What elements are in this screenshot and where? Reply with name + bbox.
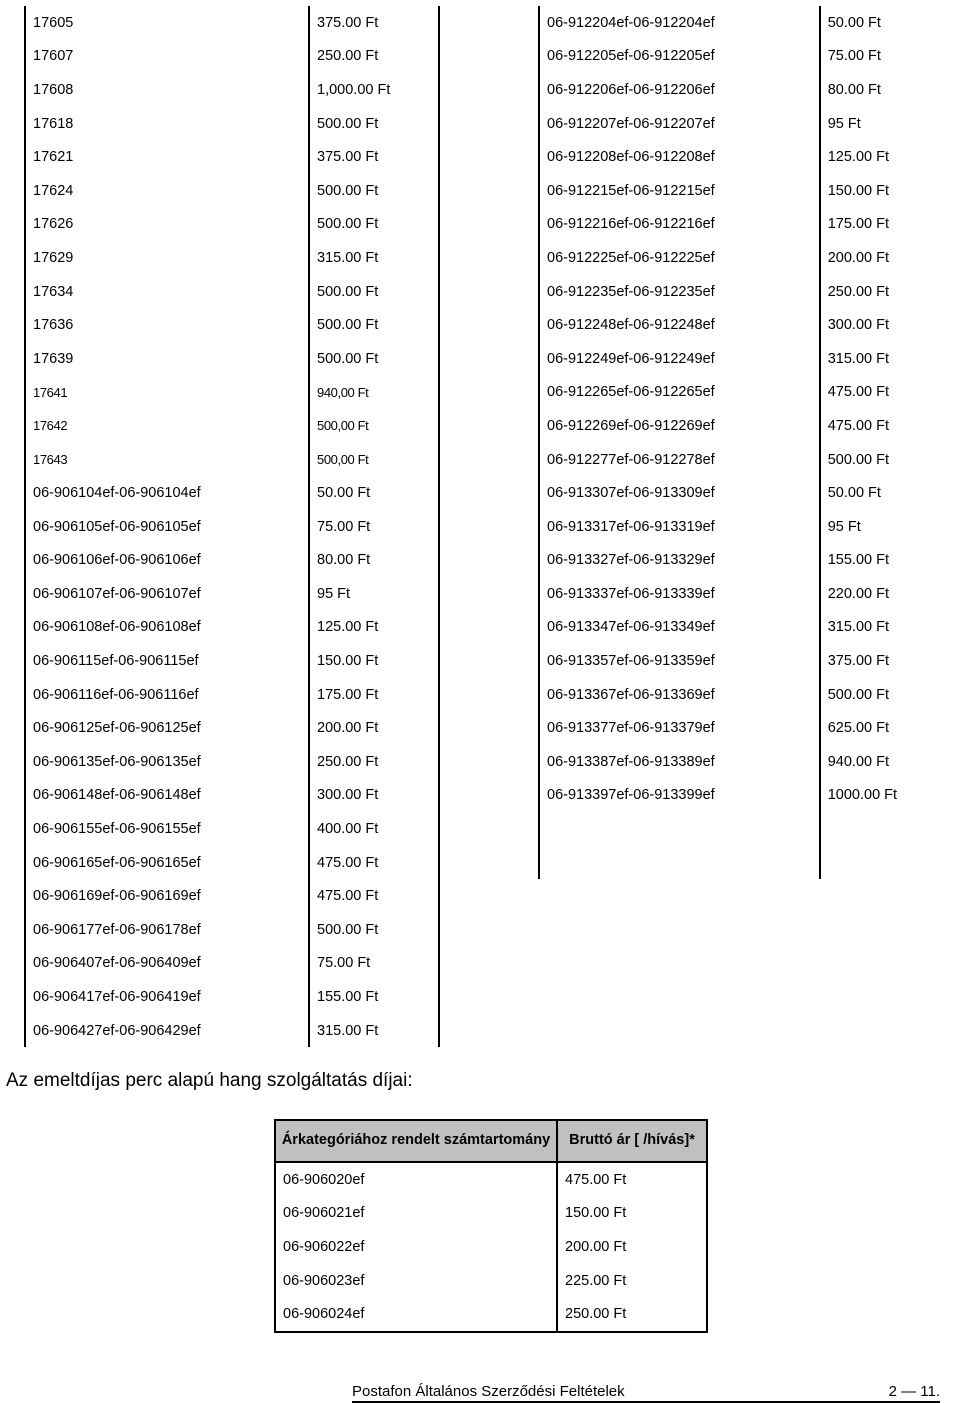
price-cell: 500.00 Ft [827,451,889,468]
price-cell: 50.00 Ft [309,476,439,510]
number-range-cell: 06-906427ef-06-906429ef [25,1014,309,1048]
left-table-row [25,275,439,309]
price-cell: 625.00 Ft [827,720,889,737]
number-range-cell: 17642 [25,409,309,443]
number-range-cell: 06-906165ef-06-906165ef [25,846,309,880]
price-table-row [275,1230,707,1264]
number-range-cell: 17643 [25,443,309,477]
left-table-row [25,6,439,40]
price-cell: 125.00 Ft [827,149,889,166]
left-table-row [25,140,439,174]
number-range-cell: 06-912225ef-06-912225ef [539,241,820,275]
price-cell: 80.00 Ft [309,544,439,578]
price-cell: 80.00 Ft [827,81,881,98]
number-range-cell: 06-913387ef-06-913389ef [539,745,820,779]
number-range-cell [539,846,820,880]
price-cell: 250.00 Ft [309,745,439,779]
left-table-row [25,846,439,880]
price-cell: 150.00 Ft [565,1205,627,1222]
price-cell: 175.00 Ft [309,678,439,712]
number-range-cell: 06-913347ef-06-913349ef [539,611,820,645]
left-table-row [25,812,439,846]
price-cell: 150.00 Ft [827,182,889,199]
number-range-cell: 06-906407ef-06-906409ef [25,947,309,981]
price-cell: 500.00 Ft [309,342,439,376]
number-range-cell: 06-912248ef-06-912248ef [539,308,820,342]
price-table-row [275,1162,707,1197]
price-cell: 175.00 Ft [827,216,889,233]
left-rate-table [24,6,440,1047]
left-table-row [25,678,439,712]
price-cell: 940.00 Ft [827,753,889,770]
number-range-cell: 17636 [25,308,309,342]
number-range-cell: 06-912216ef-06-912216ef [539,208,820,242]
number-range-cell: 17634 [25,275,309,309]
price-cell: 250.00 Ft [827,283,889,300]
footer-title: Postafon Általános Szerződési Feltételek [352,1383,625,1400]
price-cell: 250.00 Ft [565,1306,627,1323]
price-cell: 500.00 Ft [309,107,439,141]
number-range-cell: 06-913307ef-06-913309ef [539,476,820,510]
page-footer [352,1383,940,1403]
left-table-row [25,510,439,544]
left-table-row [25,779,439,813]
price-cell: 315.00 Ft [827,619,889,636]
number-range-cell: 17618 [25,107,309,141]
number-range-cell: 06-906106ef-06-906106ef [25,544,309,578]
number-range-cell: 17639 [25,342,309,376]
price-cell: 1,000.00 Ft [309,73,439,107]
number-range-cell: 06-913367ef-06-913369ef [539,678,820,712]
number-range-cell: 06-906417ef-06-906419ef [25,980,309,1014]
number-range-cell: 17641 [25,376,309,410]
left-table-row [25,644,439,678]
number-range-cell: 06-906169ef-06-906169ef [25,879,309,913]
price-cell: 315.00 Ft [827,350,889,367]
right-table-row [539,443,959,477]
right-table-row [539,711,959,745]
right-table-row [539,846,959,880]
price-cell: 200.00 Ft [309,711,439,745]
number-range-cell: 06-906023ef [275,1264,557,1298]
left-table-row [25,577,439,611]
number-range-cell: 06-913397ef-06-913399ef [539,779,820,813]
number-range-cell: 17605 [25,6,309,40]
number-range-cell: 06-912277ef-06-912278ef [539,443,820,477]
number-range-cell: 06-906155ef-06-906155ef [25,812,309,846]
right-table-row [539,275,959,309]
price-cell: 75.00 Ft [309,510,439,544]
price-table-row [275,1197,707,1231]
price-cell: 200.00 Ft [827,249,889,266]
price-cell: 300.00 Ft [827,317,889,334]
number-range-cell: 06-913357ef-06-913359ef [539,644,820,678]
number-range-cell: 06-906021ef [275,1197,557,1231]
right-table-row [539,73,959,107]
price-cell: 75.00 Ft [827,48,881,65]
price-table-row [275,1264,707,1298]
right-table-row [539,208,959,242]
number-range-cell: 17621 [25,140,309,174]
right-table-row [539,308,959,342]
right-table-row [539,745,959,779]
right-table-row [539,812,959,846]
left-table-row [25,376,439,410]
number-range-cell: 06-913327ef-06-913329ef [539,544,820,578]
price-cell: 375.00 Ft [827,653,889,670]
left-table-row [25,879,439,913]
left-table-row [25,40,439,74]
left-table-row [25,174,439,208]
premium-rate-table [274,1119,708,1333]
right-table-row [539,779,959,813]
price-cell: 75.00 Ft [309,947,439,981]
right-table-row [539,241,959,275]
price-cell: 475.00 Ft [565,1171,627,1188]
number-range-cell: 06-906020ef [275,1162,557,1197]
price-cell: 940,00 Ft [309,376,439,410]
left-table-row [25,980,439,1014]
price-cell: 375.00 Ft [309,6,439,40]
right-table-row [539,376,959,410]
number-range-cell: 06-906115ef-06-906115ef [25,644,309,678]
price-cell [820,846,959,880]
price-cell: 150.00 Ft [309,644,439,678]
number-range-cell: 06-906024ef [275,1297,557,1332]
left-table-row [25,208,439,242]
number-range-cell: 06-906177ef-06-906178ef [25,913,309,947]
price-cell: 95 Ft [309,577,439,611]
number-range-cell: 06-906104ef-06-906104ef [25,476,309,510]
price-cell: 50.00 Ft [827,485,881,502]
price-cell: 315.00 Ft [309,1014,439,1048]
price-cell: 1000.00 Ft [827,787,898,804]
left-table-row [25,409,439,443]
section-caption: Az emeltdíjas perc alapú hang szolgáltatás díjai: [6,1070,413,1091]
number-range-cell: 06-913377ef-06-913379ef [539,711,820,745]
right-table-row [539,107,959,141]
left-table-row [25,611,439,645]
number-range-cell: 06-913337ef-06-913339ef [539,577,820,611]
number-range-cell: 06-906108ef-06-906108ef [25,611,309,645]
number-range-cell: 17626 [25,208,309,242]
right-table-row [539,342,959,376]
number-range-cell: 06-906116ef-06-906116ef [25,678,309,712]
number-range-cell: 17608 [25,73,309,107]
number-range-cell: 06-906105ef-06-906105ef [25,510,309,544]
price-cell: 300.00 Ft [309,779,439,813]
number-range-cell: 06-912208ef-06-912208ef [539,140,820,174]
price-cell: 500,00 Ft [309,409,439,443]
right-table-row [539,611,959,645]
price-cell: 500.00 Ft [309,208,439,242]
number-range-cell: 06-912204ef-06-912204ef [539,6,820,40]
number-range-cell: 06-912235ef-06-912235ef [539,275,820,309]
number-range-cell: 17629 [25,241,309,275]
number-range-cell: 06-906022ef [275,1230,557,1264]
price-cell: 225.00 Ft [565,1272,627,1289]
right-table-row [539,510,959,544]
number-range-cell: 06-913317ef-06-913319ef [539,510,820,544]
number-range-cell: 06-912206ef-06-912206ef [539,73,820,107]
left-table-row [25,107,439,141]
price-table-row [275,1297,707,1332]
right-rate-table [538,6,960,879]
left-table-row [25,73,439,107]
left-table-row [25,308,439,342]
price-cell: 95 Ft [827,518,861,535]
price-cell: 400.00 Ft [309,812,439,846]
price-cell: 475.00 Ft [309,879,439,913]
number-range-cell: 06-912249ef-06-912249ef [539,342,820,376]
price-cell: 500.00 Ft [827,686,889,703]
price-cell: 200.00 Ft [565,1238,627,1255]
number-range-cell: 06-912269ef-06-912269ef [539,409,820,443]
left-table-row [25,443,439,477]
price-cell: 375.00 Ft [309,140,439,174]
price-cell: 155.00 Ft [309,980,439,1014]
price-cell: 500.00 Ft [309,174,439,208]
right-table-row [539,140,959,174]
left-table-row [25,476,439,510]
price-cell: 220.00 Ft [827,585,889,602]
price-cell: 50.00 Ft [827,14,881,31]
number-range-cell: 06-906135ef-06-906135ef [25,745,309,779]
price-cell: 155.00 Ft [827,552,889,569]
left-table-row [25,342,439,376]
right-table-row [539,6,959,40]
right-table-row [539,678,959,712]
right-table-row [539,409,959,443]
left-table-row [25,241,439,275]
left-table-row [25,745,439,779]
price-cell: 500.00 Ft [309,913,439,947]
number-range-cell: 06-912207ef-06-912207ef [539,107,820,141]
price-cell: 250.00 Ft [309,40,439,74]
right-table-row [539,544,959,578]
price-cell: 315.00 Ft [309,241,439,275]
price-cell [820,812,959,846]
price-cell: 95 Ft [827,115,861,132]
price-cell: 500.00 Ft [309,308,439,342]
number-range-cell: 06-906148ef-06-906148ef [25,779,309,813]
price-cell: 125.00 Ft [309,611,439,645]
number-range-cell: 17607 [25,40,309,74]
right-table-row [539,174,959,208]
price-cell: 500.00 Ft [309,275,439,309]
page-number: 2 — 11. [888,1383,940,1400]
right-table-row [539,644,959,678]
number-range-cell: 06-912215ef-06-912215ef [539,174,820,208]
right-table-row [539,40,959,74]
number-range-cell: 17624 [25,174,309,208]
number-range-cell: 06-912265ef-06-912265ef [539,376,820,410]
price-cell: 475.00 Ft [827,384,889,401]
price-cell: 475.00 Ft [309,846,439,880]
price-cell: 475.00 Ft [827,417,889,434]
right-table-row [539,577,959,611]
number-range-cell: 06-906125ef-06-906125ef [25,711,309,745]
left-table-row [25,947,439,981]
left-table-row [25,913,439,947]
number-range-cell: 06-912205ef-06-912205ef [539,40,820,74]
number-range-cell [539,812,820,846]
right-table-row [539,476,959,510]
header-number-range: Árkategóriához rendelt számtartomány [275,1120,557,1162]
number-range-cell: 06-906107ef-06-906107ef [25,577,309,611]
left-table-row [25,711,439,745]
left-table-row [25,544,439,578]
header-gross-price: Bruttó ár [ /hívás]* [557,1120,707,1162]
price-cell: 500,00 Ft [309,443,439,477]
left-table-row [25,1014,439,1048]
